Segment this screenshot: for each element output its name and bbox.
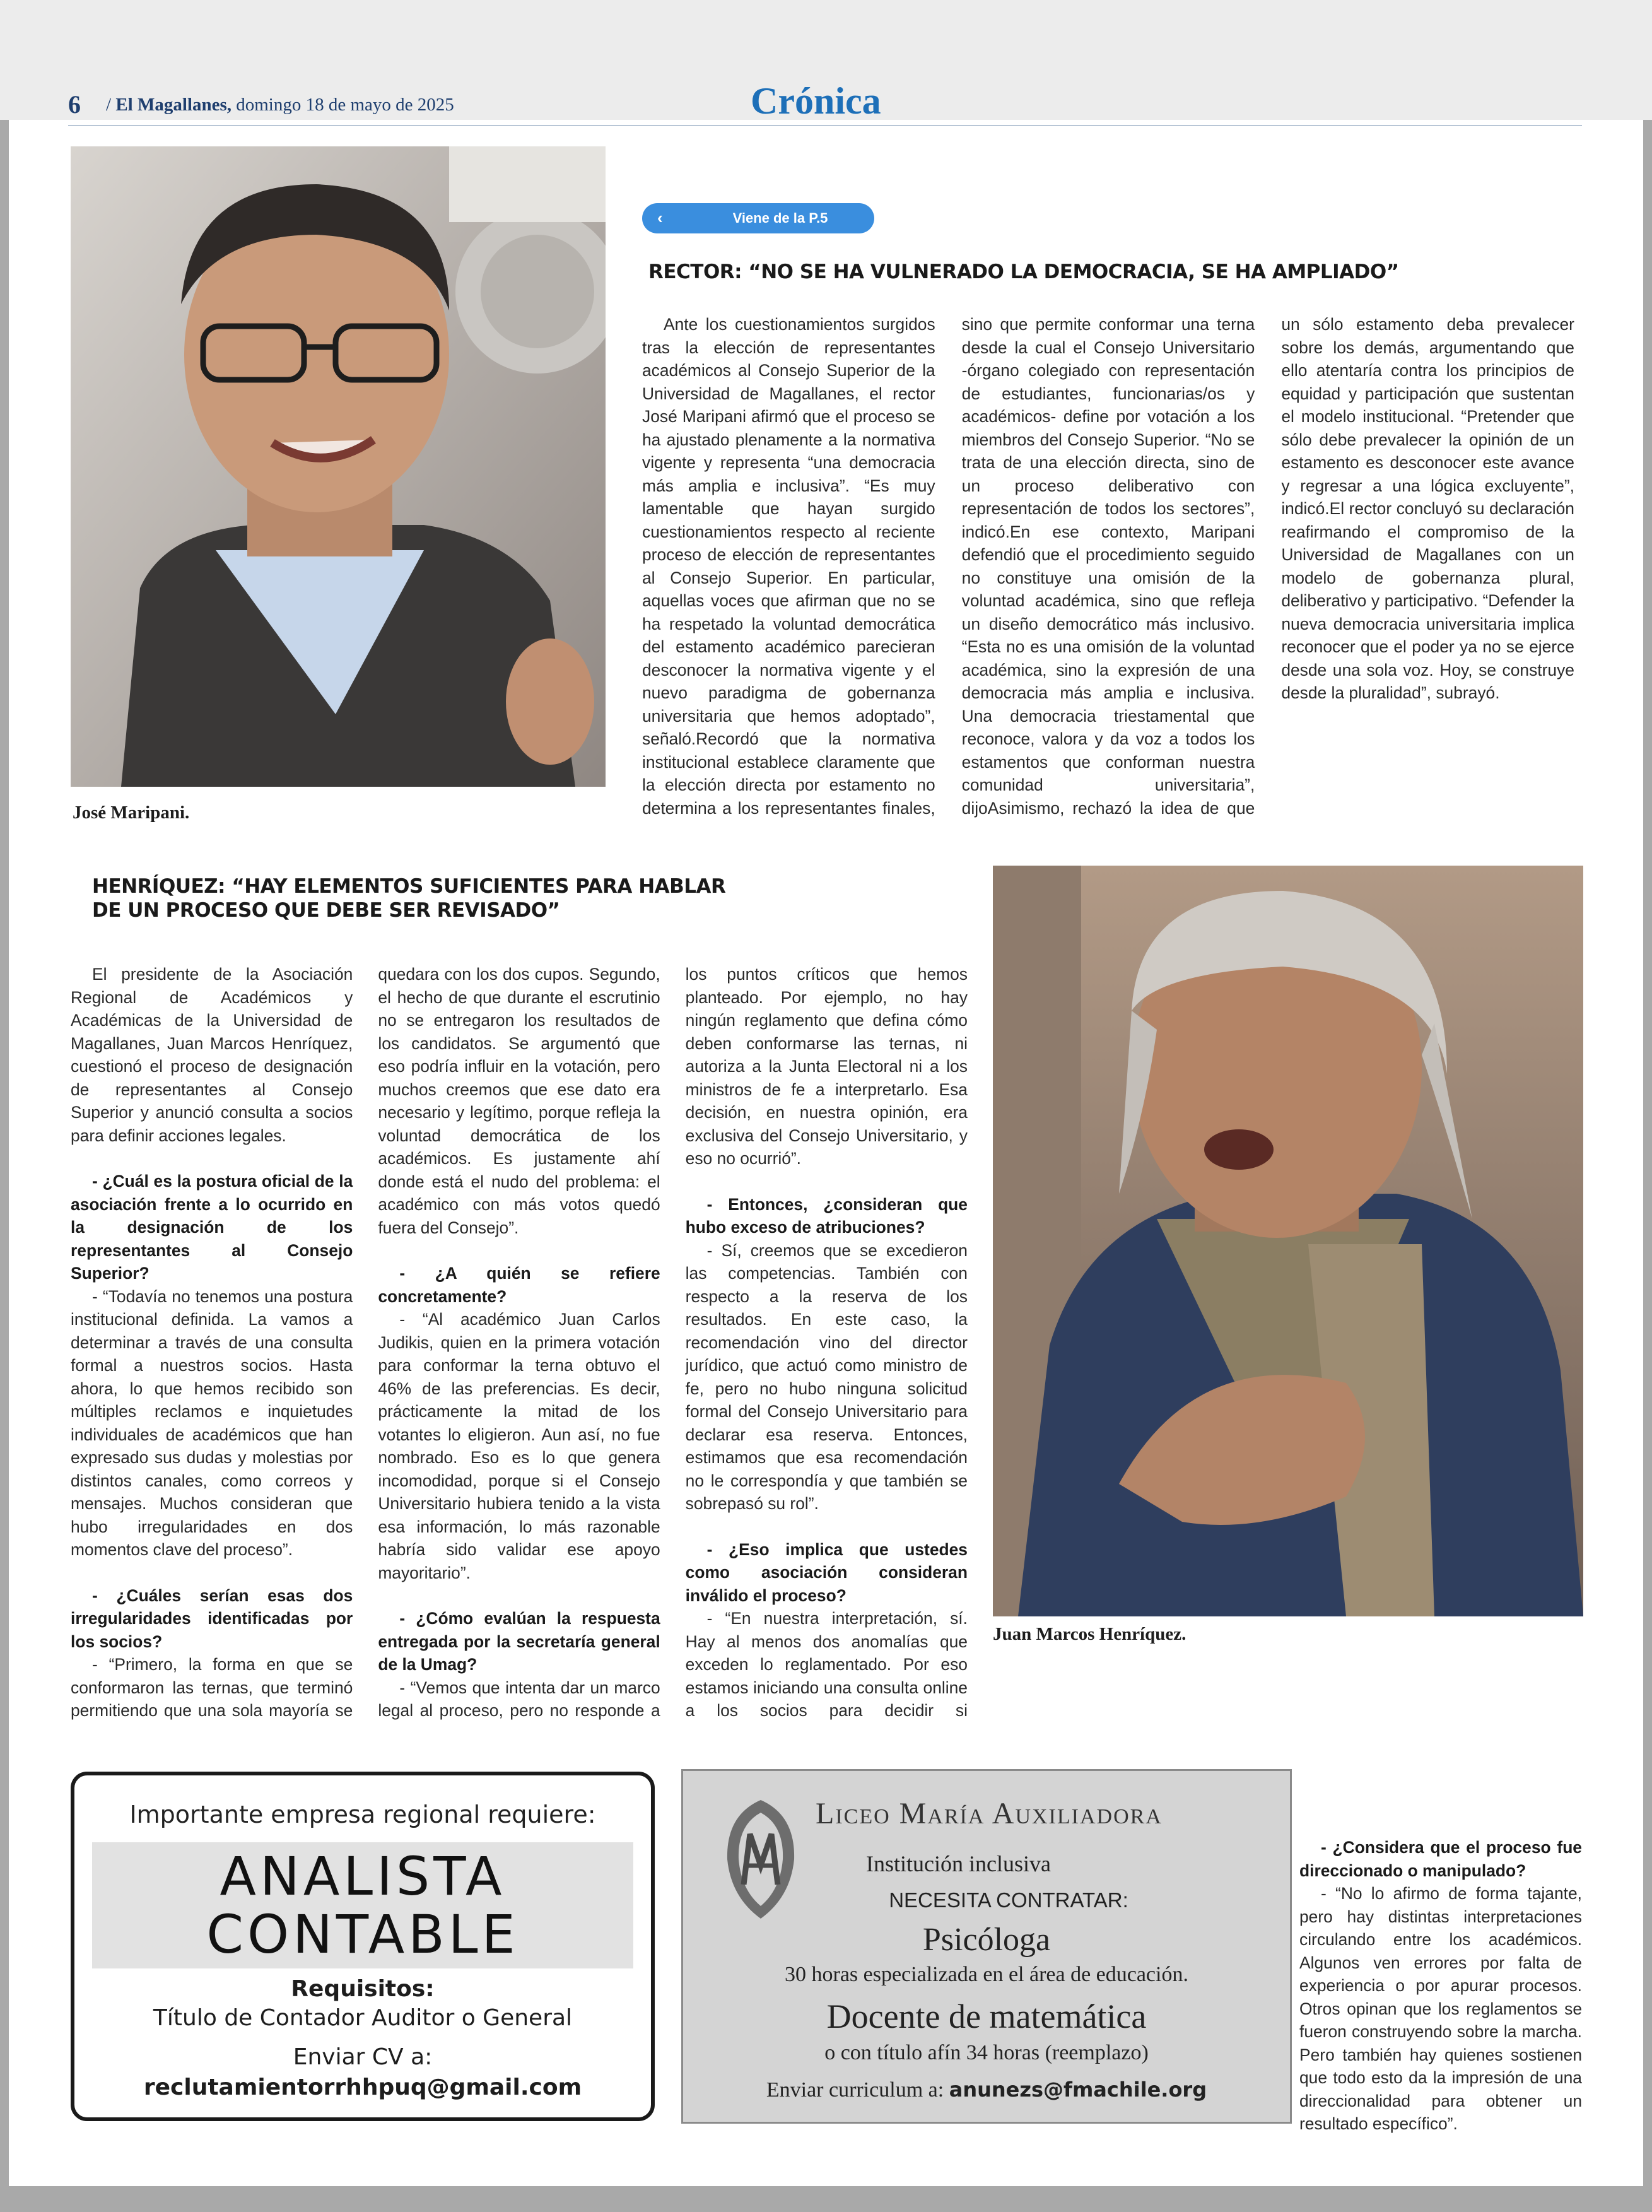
header-separator: / (106, 95, 112, 115)
interview-intro: El presidente de la Asociación Regional de Académicos y Académicas de la Universidad de Magallanes, Juan Marcos Henríquez, cuestionó el proceso de designación de representantes al Consejo Superior y anunció consulta a socios para definir acciones legales. (71, 965, 353, 1145)
ad-send-label: Enviar curriculum a: (766, 2078, 944, 2102)
question-3: - ¿A quién se refiere concretamente? (378, 1264, 660, 1306)
header-divider (68, 125, 1582, 126)
question-5: - Entonces, ¿consideran que hubo exceso de atribuciones? (685, 1194, 968, 1237)
ad-requirements-text: Título de Contador Auditor o General (153, 2005, 573, 2031)
position-2: Docente de matemática (826, 1997, 1147, 2035)
photo-caption: Juan Marcos Henríquez. (993, 1624, 1186, 1644)
publication-line (106, 95, 454, 115)
answer-7: - “No lo afirmo de forma tajante, pero hay distintas interpretaciones circulando entre los académicos. Algunos ven errores por falta de experiencia o por apurar procesos. Otros opinan que los reglamentos se fueron construyendo sobre la marcha. Pero también hay quienes sostienen que todo esto da la impresión de una direccionalidad para obtener un resultado específico”. (1299, 1884, 1582, 2133)
interview-body-final-column (1299, 1659, 1582, 2139)
position-1: Psicóloga (922, 1922, 1051, 1958)
publication-name: El Magallanes, (115, 95, 231, 115)
school-name: Liceo María Auxiliadora (816, 1797, 1163, 1830)
ad-title-line2: CONTABLE (206, 1903, 519, 1965)
portrait-maripani-image (71, 146, 606, 787)
answer-6: - “En nuestra interpretación, sí. Hay al menos dos anomalías que exceden lo reglamentado. Por eso estamos iniciando una consulta online a los socios para decidir si (685, 1609, 968, 1720)
continued-label: Viene de la P.5 (732, 210, 828, 226)
photo-juan-marcos-henriquez (993, 866, 1583, 1616)
chevron-left-icon: ‹ (657, 208, 663, 227)
ad-title (74, 1847, 651, 1963)
answer-5: - Sí, creemos que se excedieron las competencias. También con respecto a la reserva de los resultados. En este caso, la recomendación vino del director jurídico, que actuó como ministro de fe, pero no hubo ninguna solicitud formal del Consejo Universitario para declarar esa reserva. Entonces, estimamos que esa recomendación no le correspondía y que también se sobrepasó su rol”. (685, 1240, 968, 1513)
interview-headline-line1: HENRÍQUEZ: “HAY ELEMENTOS SUFICIENTES PARA HABLAR (92, 875, 726, 898)
article-body-text: Ante los cuestionamientos surgidos tras la elección de representantes académicos al Consejo Superior de la Universidad de Magallanes, el rector José Maripani afirmó que el proceso se ha ajustado plenamente a la normativa vigente y representa “una democracia más amplia e inclusiva”. “Es muy lamentable que hayan surgido cuestionamientos respecto al reciente proceso de elección de representantes al Consejo Superior. En particular, aquellas voces que afirman que no se ha respetado la voluntad democrática del estamento académico parecieran desconocer la normativa vigente y el nuevo paradigma de gobernanza universitaria que hemos adoptado”, señaló.Recordó que la normativa institucional establece claramente que la elección directa por estamento no determina a los representantes finales, sino que permite conformar una terna desde la cual el Consejo Universitario -órgano colegiado con representación de estudiantes, funcionarias/os y académicos- define por votación a los miembros del Consejo Superior. “No se trata de una elección directa, sino de un proceso deliberativo con representación de todos los sectores”, indicó.En ese contexto, Maripani defendió que el procedimiento seguido no constituye una omisión de la voluntad académica, sino que refleja un diseño democrático más inclusivo. “Esta no es una omisión de la voluntad académica, sino la expresión de una democracia más amplia e inclusiva. Una democracia triestamental que reconoce, valora y da voz a todos los estamentos que conforman nuestra comunidad universitaria”, dijoAsimismo, rechazó la idea de que un sólo estamento deba prevalecer sobre los demás, argumentando que ello atentaría contra los principios de equidad y participación que sustentan el modelo institucional. “Pretender que sólo debe prevalecer la opinión de un estamento es desconocer este avance y regresar a una lógica excluyente”, indicó.El rector concluyó su declaración reafirmando el compromiso de la Universidad de Magallanes con un modelo de gobernanza plural, deliberativo y participativo. “Defender la nueva democracia universitaria implica reconocer que el poder ya no se ejerce desde una sola voz. Hoy, se construye desde la pluralidad”, subrayó. (642, 315, 1574, 818)
ad-intro: Importante empresa regional requiere: (129, 1801, 596, 1828)
answer-4: - “Vemos que intenta dar un marco legal al proceso, pero no responde a los puntos críticos que hemos planteado. Por ejemplo, no hay ningún reglamento que defina cómo deben conformarse las ternas, ni autoriza a la Junta Electoral ni a los ministros de fe a interpretarlo. Esa decisión, en nuestra opinión, era exclusiva del Consejo Universitario, y eso no ocurrió”. (378, 965, 968, 1720)
interview-headline (92, 874, 761, 922)
publication-date: domingo 18 de mayo de 2025 (236, 95, 454, 115)
continued-from-page-badge (642, 203, 874, 233)
ad-email: reclutamientorrhhpuq@gmail.com (143, 2074, 582, 2100)
position-1-detail: 30 horas especializada en el área de educación. (785, 1963, 1188, 1986)
school-subtitle: Institución inclusiva (866, 1851, 1051, 1876)
answer-3: - “Al académico Juan Carlos Judikis, quien en la primera votación para conformar la terna obtuvo el 46% de las preferencias. Es decir, prácticamente la mitad de los votantes lo eligieron. Aun así, no fue nombrado. Eso es lo que genera incomodidad, porque si el Consejo Universitario hubiera tenido a la vista esa información, lo más razonable habría sido validar ese apoyo mayoritario”. (378, 1310, 660, 1582)
question-6: - ¿Eso implica que ustedes como asociación consideran inválido el proceso? (685, 1539, 968, 1605)
interview-body (71, 963, 968, 1739)
ad-send-label: Enviar CV a: (293, 2044, 433, 2070)
job-ad-analista-contable (71, 1772, 655, 2121)
article-body (642, 313, 1574, 830)
photo-jose-maripani (71, 146, 606, 787)
section-title: Crónica (751, 80, 881, 122)
ad-requirements-label: Requisitos: (291, 1976, 435, 2002)
position-2-detail: o con título afín 34 horas (reemplazo) (824, 2041, 1149, 2064)
page-number: 6 (68, 90, 81, 119)
photo-caption: José Maripani. (73, 803, 190, 823)
question-4: - ¿Cómo evalúan la respuesta entregada por la secretaría general de la Umag? (378, 1609, 660, 1674)
question-2: - ¿Cuáles serían esas dos irregularidades identificadas por los socios? (71, 1585, 353, 1651)
portrait-henriquez-image (993, 866, 1583, 1616)
answer-2: - “Primero, la forma en que se conformaron las ternas, que terminó permitiendo que una sola mayoría se quedara con los dos cupos. Segundo, el hecho de que durante el escrutinio no se entregaron los resultados de los candidatos. Se argumentó que eso podría influir en la votación, pero muchos creemos que ese dato era necesario y legítimo, porque refleja la voluntad democrática de los académicos. Es justamente ahí donde está el nudo del problema: el académico con más votos quedó fuera del Consejo”. (71, 965, 660, 1720)
job-ad-liceo-maria-auxiliadora (681, 1769, 1292, 2124)
article-headline: RECTOR: “NO SE HA VULNERADO LA DEMOCRACIA, SE HA AMPLIADO” (648, 261, 1399, 283)
question-1: - ¿Cuál es la postura oficial de la asociación frente a lo ocurrido en la designación de los representantes al Consejo Superior? (71, 1172, 353, 1283)
interview-headline-line2: DE UN PROCESO QUE DEBE SER REVISADO” (92, 899, 560, 922)
ad-email: anunezs@fmachile.org (949, 2078, 1207, 2102)
hiring-label: NECESITA CONTRATAR: (889, 1888, 1128, 1912)
ad-title-line1: ANALISTA (220, 1845, 506, 1907)
ad-contact (683, 2078, 1290, 2102)
answer-1: - “Todavía no tenemos una postura institucional definida. La vamos a determinar a través de una consulta formal a nuestros socios. Hasta ahora, lo que hemos recibido son múltiples reclamos e inquietudes individuales de académicos que han expresado sus dudas y molestias por distintos canales, como correos y mensajes. Muchos consideran que hubo irregularidades en dos momentos clave del proceso”. (71, 1286, 353, 1559)
question-7: - ¿Considera que el proceso fue direccionado o manipulado? (1299, 1838, 1582, 1880)
